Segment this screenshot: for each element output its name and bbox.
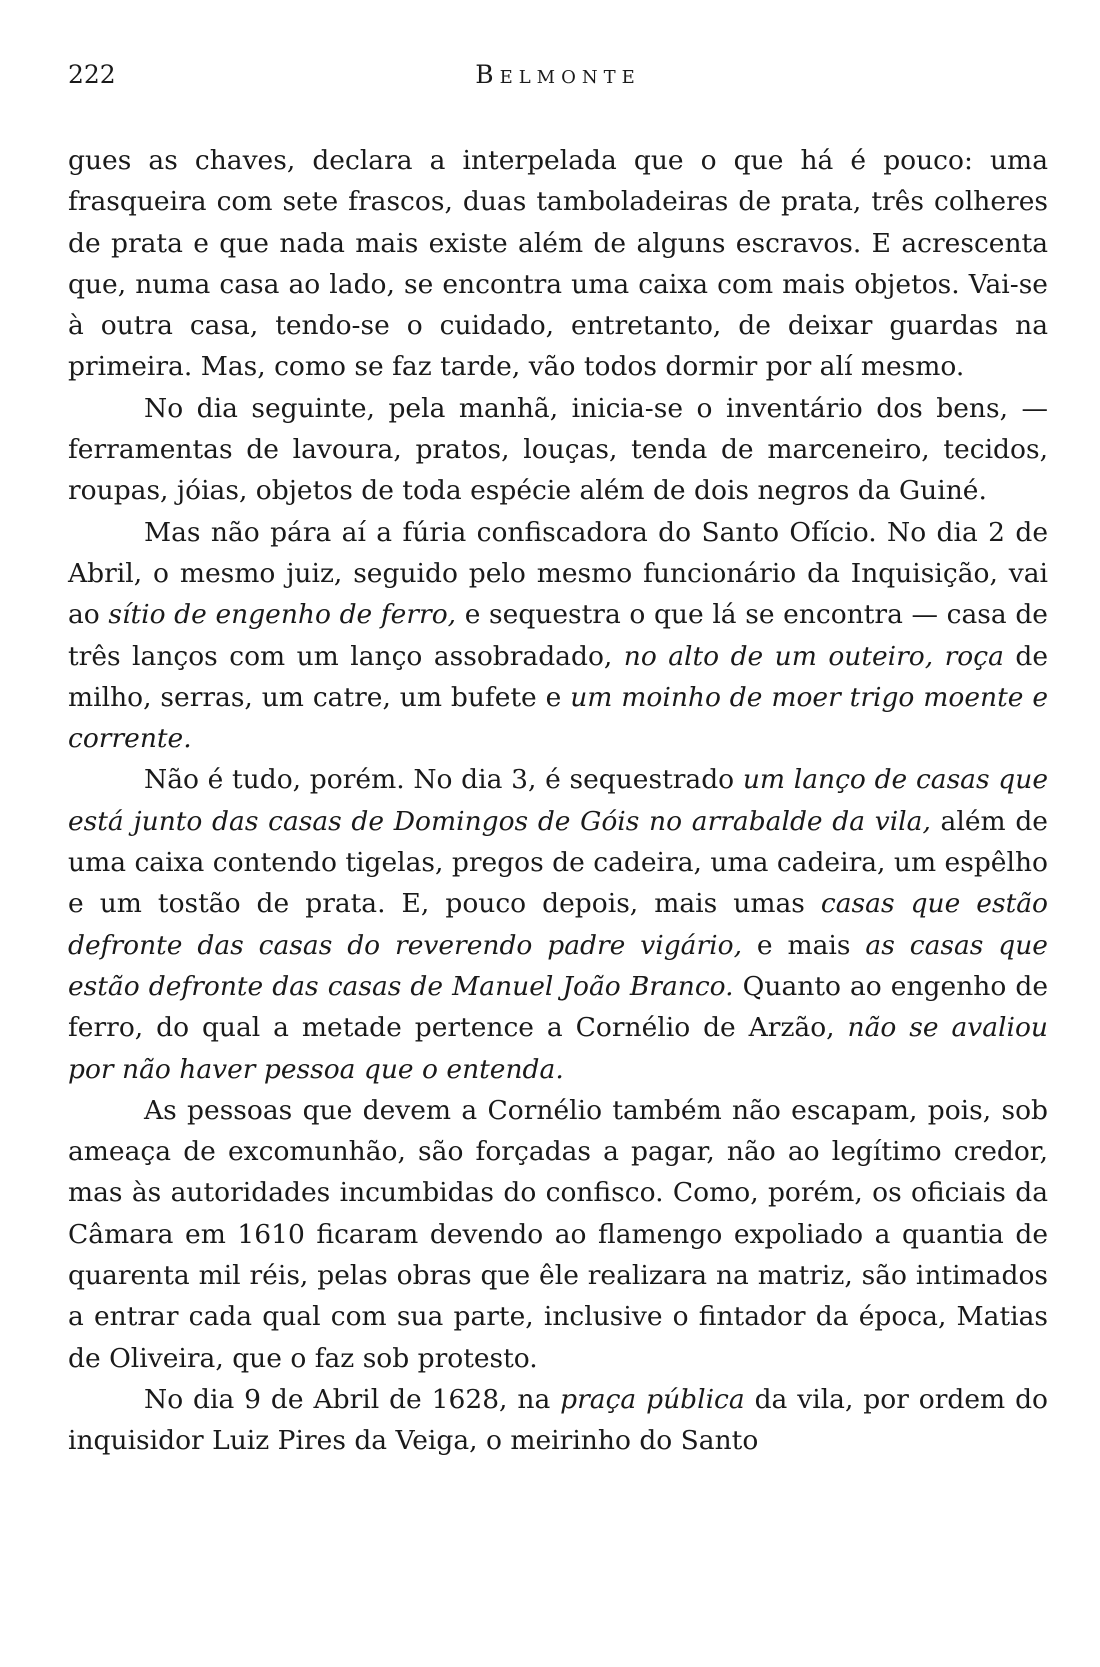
italic-text: um lanço de casas que está junto das casas de Domingos de Góis no arrabalde da vila,: [68, 764, 1048, 837]
italic-text: as casas que estão defronte das casas de Manuel João Branco.: [68, 929, 1048, 1002]
paragraph: [68, 512, 1048, 760]
italic-text: um moinho de moer trigo moente e corrente.: [68, 681, 1048, 755]
text-run: Não é tudo, porém. No dia 3, é sequestrado: [144, 764, 743, 796]
paragraph: [68, 759, 1048, 1089]
paragraph: [68, 140, 1048, 388]
text-run: Quanto ao engenho de ferro, do qual a metade pertence a Cornélio de Arzão,: [68, 970, 1049, 1044]
text-run: No dia 9 de Abril de 1628, na: [144, 1383, 561, 1415]
italic-text: casas que estão defronte das casas do reverendo padre vigário,: [68, 888, 1048, 961]
italic-text: sítio de engenho de ferro,: [108, 599, 457, 631]
text-run: No dia seguinte, pela manhã, inicia-se o inventário dos bens, — ferramentas de lavoura, pratos, louças, tenda de marceneiro, tecidos, roupas, jóias, objetos de toda espécie além de dois negros da Guiné.: [68, 392, 1048, 507]
book-page: [68, 60, 1048, 1462]
text-run: gues as chaves, declara a interpelada que o que há é pouco: uma frasqueira com sete frascos, duas tamboladeiras de prata, três colheres de prata e que nada mais existe além de alguns escravos. E acrescenta que, numa casa ao lado, se encontra uma caixa com mais objetos. Vai-se à outra casa, tendo-se o cuidado, entretanto, de deixar guardas na primeira. Mas, como se faz tarde, vão todos dormir por alí mesmo.: [68, 145, 1048, 383]
paragraph: [68, 1090, 1048, 1379]
italic-text: no alto de um outeiro, roça: [623, 640, 1004, 672]
text-run: e mais: [742, 929, 866, 961]
running-head: [68, 60, 1048, 100]
text-run: e sequestra o que lá se encontra — casa de três lanços com um lanço assobradado,: [68, 599, 1048, 672]
body-text: [68, 140, 1048, 1462]
italic-text: não se avaliou por não haver pessoa que o entenda.: [68, 1012, 1048, 1085]
text-run: Mas não pára aí a fúria confiscadora do Santo Ofício. No dia 2 de Abril, o mesmo juiz, seguido pelo mesmo funcionário da Inquisição, vai ao: [68, 516, 1048, 631]
text-run: de milho, serras, um catre, um bufete e: [68, 640, 1049, 713]
text-run: da vila, por ordem do inquisidor Luiz Pires da Veiga, o meirinho do Santo: [68, 1383, 1048, 1457]
text-run: As pessoas que devem a Cornélio também não escapam, pois, sob ameaça de excomunhão, são forçadas a pagar, não ao legítimo credor, mas às autoridades incumbidas do confisco. Como, porém, os oficiais da Câmara em 1610 ficaram devendo ao flamengo expoliado a quantia de quarenta mil réis, pelas obras que êle realizara na matriz, são intimados a entrar cada qual com sua parte, inclusive o fintador da época, Matias de Oliveira, que o faz sob protesto.: [68, 1094, 1048, 1374]
paragraph: [68, 388, 1048, 512]
running-title: Belmonte: [475, 60, 641, 89]
text-run: além de uma caixa contendo tigelas, pregos de cadeira, uma cadeira, um espêlho e um tostão de prata. E, pouco depois, mais umas: [68, 805, 1048, 920]
page-number: 222: [68, 60, 116, 89]
italic-text: praça pública: [560, 1383, 745, 1415]
paragraph: [68, 1379, 1048, 1462]
